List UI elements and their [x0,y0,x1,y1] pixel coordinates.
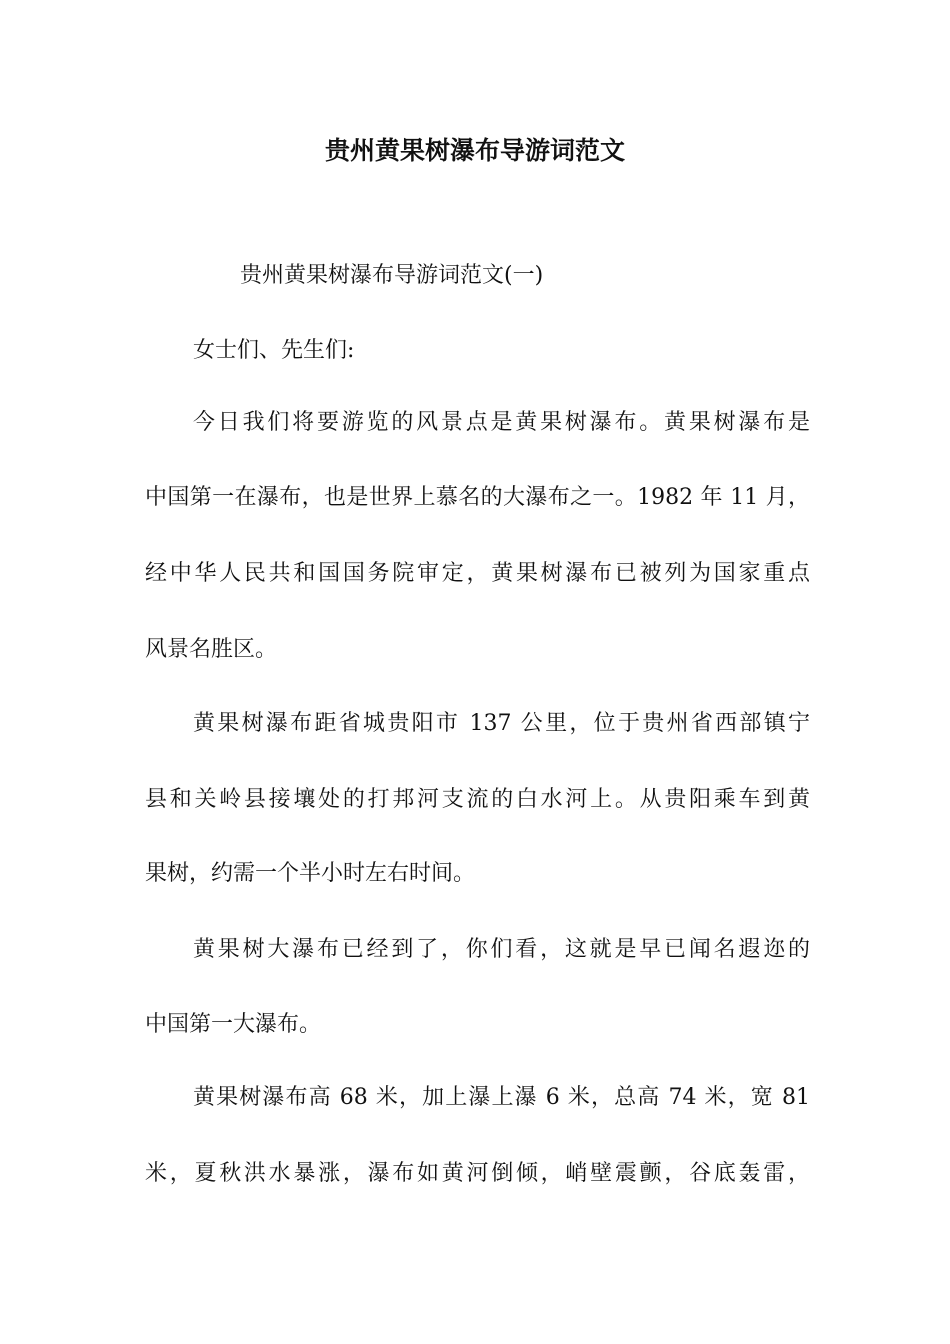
paragraph-line: 黄果树大瀑布已经到了，你们看，这就是早已闻名遐迩的 [193,937,810,962]
paragraph-line: 米，夏秋洪水暴涨，瀑布如黄河倒倾，峭壁震颤，谷底轰雷， [145,1161,810,1186]
paragraph-line: 今日我们将要游览的风景点是黄果树瀑布。黄果树瀑布是 [193,410,810,435]
paragraph-line: 果树，约需一个半小时左右时间。 [145,861,476,886]
paragraph-line: 女士们、先生们: [193,338,355,363]
paragraph-line: 经中华人民共和国国务院审定，黄果树瀑布已被列为国家重点 [145,561,810,586]
paragraph-line: 黄果树瀑布距省城贵阳市 137 公里，位于贵州省西部镇宁 [193,711,810,736]
document-title: 贵州黄果树瀑布导游词范文 [324,136,625,165]
paragraph-line: 黄果树瀑布高 68 米，加上瀑上瀑 6 米，总高 74 米，宽 81 [193,1085,810,1110]
paragraph-line: 县和关岭县接壤处的打邦河支流的白水河上。从贵阳乘车到黄 [145,787,810,812]
section-subtitle: 贵州黄果树瀑布导游词范文(一) [240,263,544,288]
paragraph-line: 风景名胜区。 [145,637,278,662]
paragraph-line: 中国第一大瀑布。 [145,1012,322,1037]
paragraph-line: 中国第一在瀑布，也是世界上慕名的大瀑布之一。1982 年 11 月， [145,485,810,510]
